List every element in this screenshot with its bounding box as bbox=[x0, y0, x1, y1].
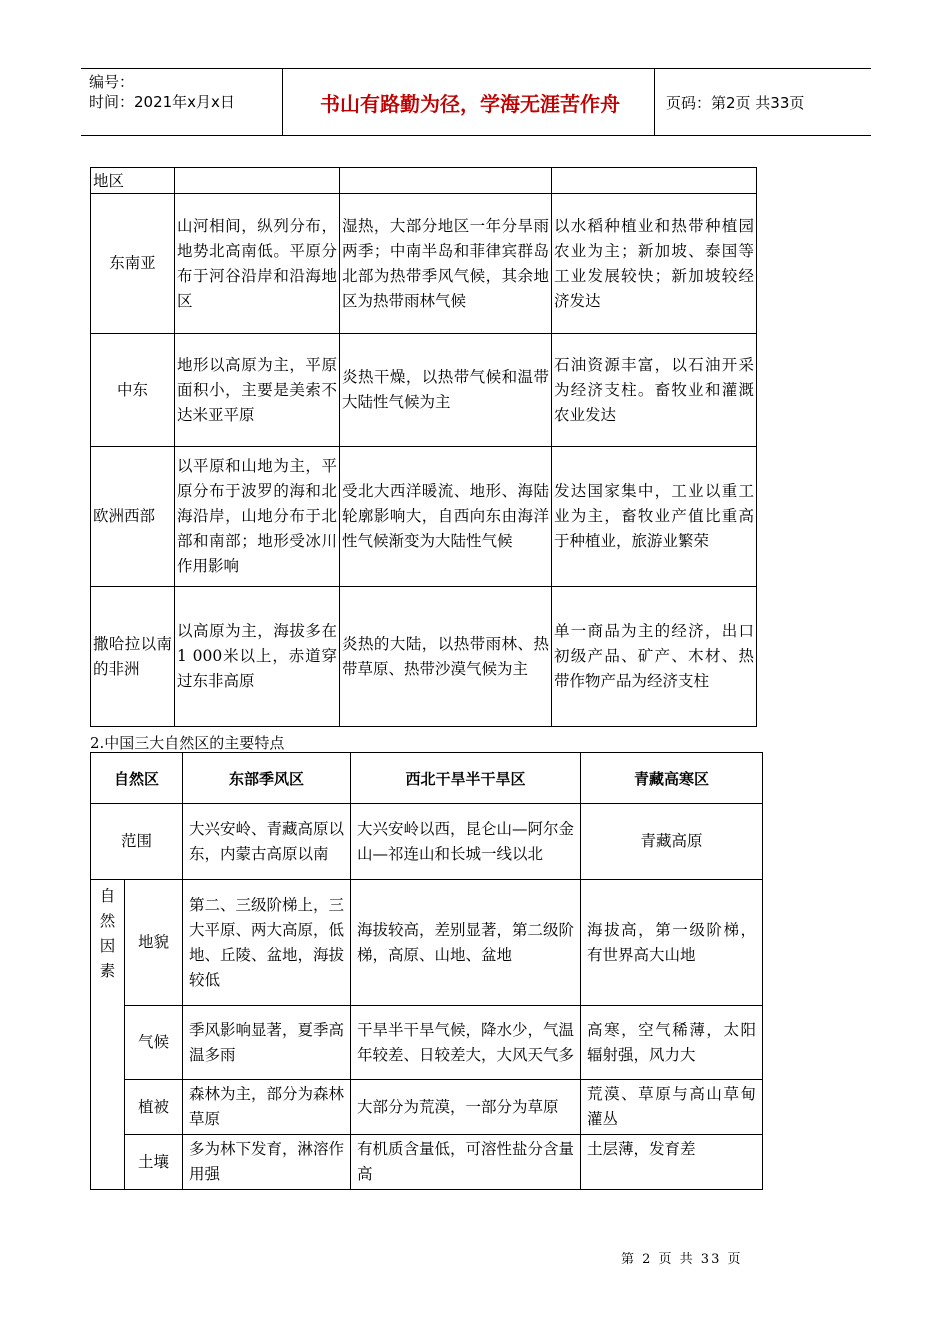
region-name: 欧洲西部 bbox=[91, 447, 175, 587]
terrain-cell: 以高原为主，海拔多在1 000米以上，赤道穿过东非高原 bbox=[175, 587, 340, 727]
header-bottom-rule bbox=[81, 135, 871, 136]
header-divider-left bbox=[282, 68, 283, 136]
table-cell bbox=[552, 168, 757, 194]
page-indicator: 页码：第2页 共33页 bbox=[666, 94, 805, 112]
table-cell: 荒漠、草原与高山草甸灌丛 bbox=[581, 1080, 763, 1135]
table-cell: 地区 bbox=[91, 168, 175, 194]
group-label: 自然因素 bbox=[91, 880, 125, 1190]
page-footer: 第 2 页 共 33 页 bbox=[621, 1252, 743, 1267]
table-row bbox=[91, 880, 763, 1006]
region-name: 撒哈拉以南的非洲 bbox=[91, 587, 175, 727]
table-row bbox=[91, 194, 757, 334]
terrain-cell: 山河相间，纵列分布，地势北高南低。平原分布于河谷沿岸和沿海地区 bbox=[175, 194, 340, 334]
column-header: 自然区 bbox=[91, 753, 183, 804]
table-cell: 大兴安岭、青藏高原以东，内蒙古高原以南 bbox=[183, 804, 351, 880]
table-cell: 有机质含量低，可溶性盐分含量高 bbox=[351, 1135, 581, 1190]
row-label: 植被 bbox=[125, 1080, 183, 1135]
date-label: 时间：2021年x月x日 bbox=[89, 93, 235, 111]
table-cell: 海拔高，第一级阶梯，有世界高大山地 bbox=[581, 880, 763, 1006]
table-cell: 第二、三级阶梯上，三大平原、两大高原，低地、丘陵、盆地，海拔较低 bbox=[183, 880, 351, 1006]
region-name: 中东 bbox=[91, 334, 175, 447]
table-row bbox=[91, 587, 757, 727]
table-cell: 海拔较高，差别显著，第二级阶梯，高原、山地、盆地 bbox=[351, 880, 581, 1006]
economy-cell: 发达国家集中，工业以重工业为主，畜牧业产值比重高于种植业，旅游业繁荣 bbox=[552, 447, 757, 587]
header-top-rule bbox=[81, 68, 871, 69]
row-label: 范围 bbox=[91, 804, 183, 880]
table-cell: 多为林下发育，淋溶作用强 bbox=[183, 1135, 351, 1190]
table-cell bbox=[175, 168, 340, 194]
table-header-row bbox=[91, 753, 763, 804]
table-cell: 大部分为荒漠，一部分为草原 bbox=[351, 1080, 581, 1135]
table-cell: 高寒，空气稀薄，太阳辐射强，风力大 bbox=[581, 1006, 763, 1080]
column-header: 青藏高寒区 bbox=[581, 753, 763, 804]
region-name: 东南亚 bbox=[91, 194, 175, 334]
table-cell: 季风影响显著，夏季高温多雨 bbox=[183, 1006, 351, 1080]
column-header: 东部季风区 bbox=[183, 753, 351, 804]
terrain-cell: 地形以高原为主，平原面积小，主要是美索不达米亚平原 bbox=[175, 334, 340, 447]
economy-cell: 石油资源丰富，以石油开采为经济支柱。畜牧业和灌溉农业发达 bbox=[552, 334, 757, 447]
terrain-cell: 以平原和山地为主，平原分布于波罗的海和北海沿岸，山地分布于北部和南部；地形受冰川作用影响 bbox=[175, 447, 340, 587]
table-row bbox=[91, 1080, 763, 1135]
regions-table bbox=[90, 167, 757, 727]
table-row bbox=[91, 1006, 763, 1080]
motto: 书山有路勤为径，学海无涯苦作舟 bbox=[320, 92, 620, 116]
section-caption: 2.中国三大自然区的主要特点 bbox=[90, 734, 285, 752]
economy-cell: 单一商品为主的经济，出口初级产品、矿产、木材、热带作物产品为经济支柱 bbox=[552, 587, 757, 727]
table-row bbox=[91, 804, 763, 880]
table-row bbox=[91, 1135, 763, 1190]
table-row bbox=[91, 447, 757, 587]
table-cell bbox=[340, 168, 552, 194]
column-header: 西北干旱半干旱区 bbox=[351, 753, 581, 804]
climate-cell: 炎热干燥，以热带气候和温带大陆性气候为主 bbox=[340, 334, 552, 447]
table-cell: 青藏高原 bbox=[581, 804, 763, 880]
table-row bbox=[91, 334, 757, 447]
table-cell: 森林为主，部分为森林草原 bbox=[183, 1080, 351, 1135]
climate-cell: 炎热的大陆，以热带雨林、热带草原、热带沙漠气候为主 bbox=[340, 587, 552, 727]
natural-regions-table bbox=[90, 752, 763, 1190]
climate-cell: 受北大西洋暖流、地形、海陆轮廓影响大，自西向东由海洋性气候渐变为大陆性气候 bbox=[340, 447, 552, 587]
row-label: 气候 bbox=[125, 1006, 183, 1080]
table-row bbox=[91, 168, 757, 194]
table-cell: 土层薄，发育差 bbox=[581, 1135, 763, 1190]
page-header bbox=[81, 68, 871, 136]
row-label: 土壤 bbox=[125, 1135, 183, 1190]
table-cell: 大兴安岭以西，昆仑山—阿尔金山—祁连山和长城一线以北 bbox=[351, 804, 581, 880]
header-meta bbox=[89, 72, 235, 112]
row-label: 地貌 bbox=[125, 880, 183, 1006]
economy-cell: 以水稻种植业和热带种植园农业为主；新加坡、泰国等工业发展较快；新加坡较经济发达 bbox=[552, 194, 757, 334]
climate-cell: 湿热，大部分地区一年分旱雨两季；中南半岛和菲律宾群岛北部为热带季风气候，其余地区为热带雨林气候 bbox=[340, 194, 552, 334]
table-cell: 干旱半干旱气候，降水少，气温年较差、日较差大，大风天气多 bbox=[351, 1006, 581, 1080]
number-label: 编号： bbox=[89, 73, 135, 91]
